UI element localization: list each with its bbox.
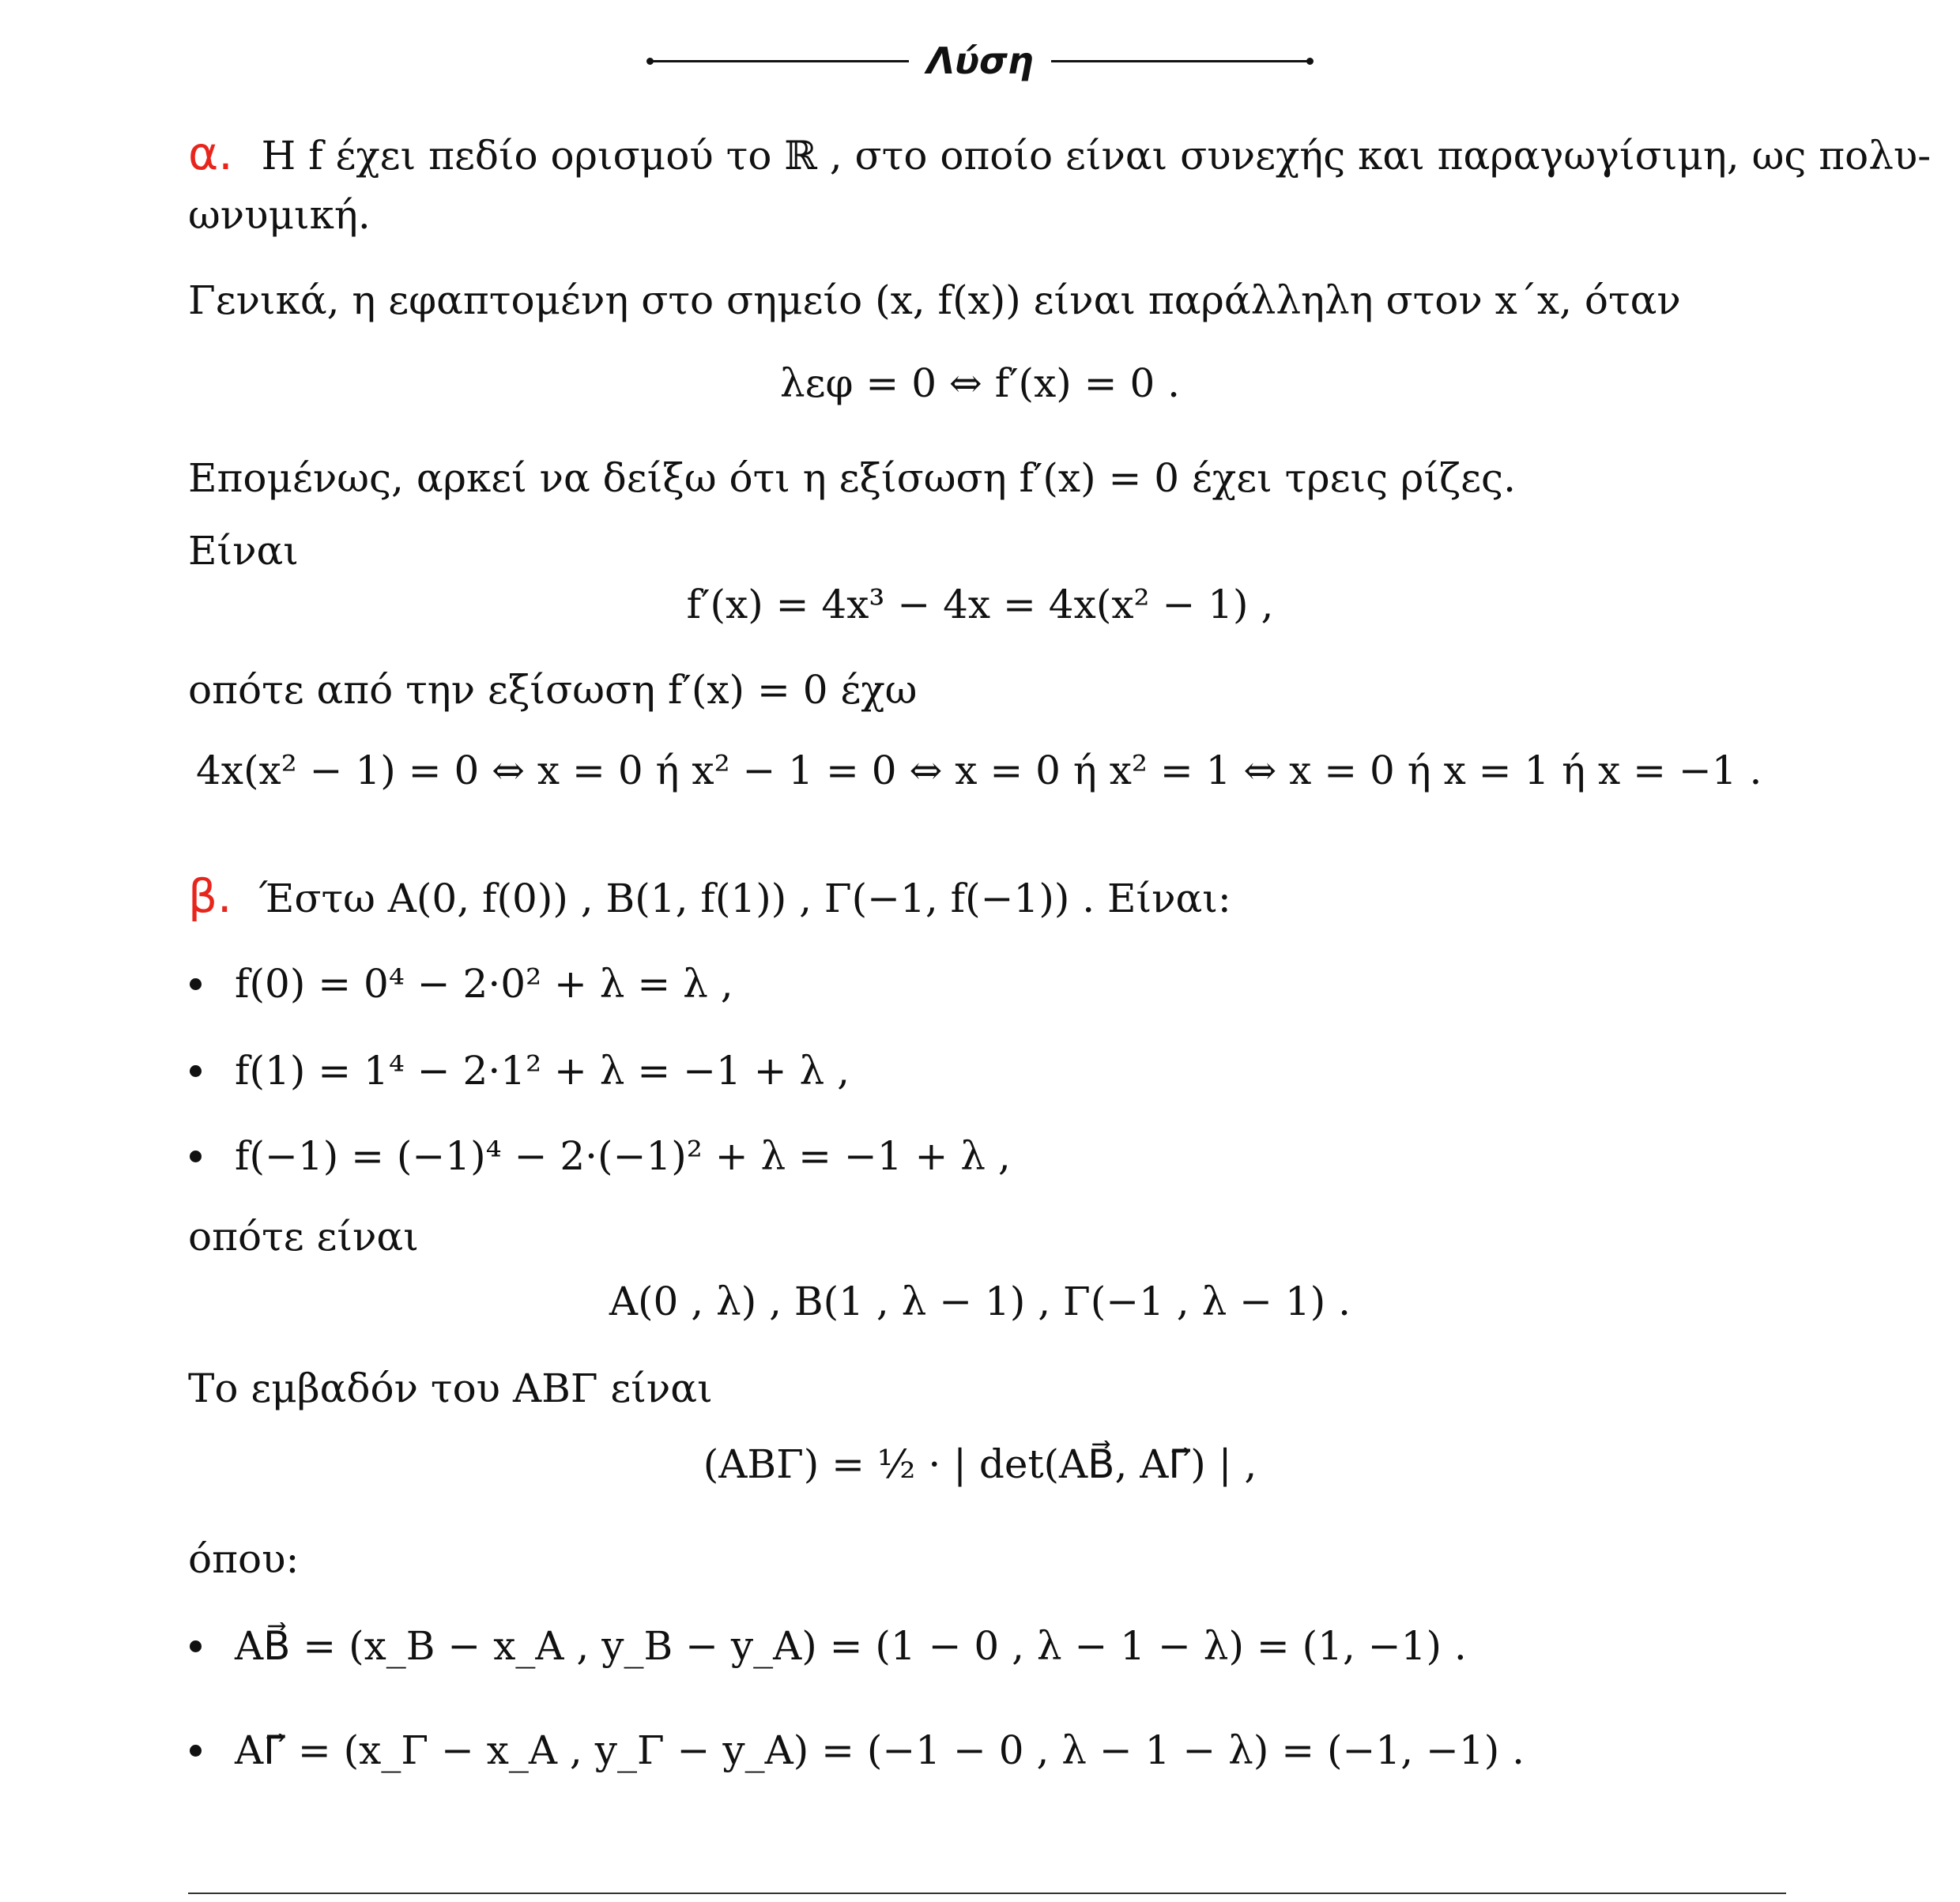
part-a-text-3: Επομένως, αρκεί να δείξω ότι η εξίσωση f′(x) = 0 έχει τρεις ρίζες. (188, 455, 1516, 501)
bullet-item (190, 1133, 1011, 1179)
bullet-item (190, 961, 733, 1007)
part-b-text-2: Το εμβαδόν του ΑΒΓ είναι (188, 1365, 713, 1411)
part-a-equation-2: f′(x) = 4x³ − 4x = 4x(x² − 1) , (686, 582, 1274, 627)
bullet-icon (190, 978, 202, 990)
part-a-equation-1: λεφ = 0 ⇔ f′(x) = 0 . (779, 360, 1181, 406)
vector-text: AB⃗ = (x_B − x_A , y_B − y_A) = (1 − 0 , λ − 1 − λ) = (1, −1) . (235, 1623, 1467, 1669)
solution-header (0, 38, 1960, 82)
part-a-equation-3: 4x(x² − 1) = 0 ⇔ x = 0 ή x² − 1 = 0 ⇔ x = 0 ή x² = 1 ⇔ x = 0 ή x = 1 ή x = −1 . (196, 748, 1762, 793)
bullet-icon (190, 1065, 202, 1077)
header-rule-left (648, 60, 909, 62)
part-b-equation-2: (ΑΒΓ) = ½ · | det(AB⃗, AΓ⃗) | , (703, 1441, 1257, 1487)
part-a-text-1b: ωνυμική. (188, 192, 371, 238)
bullet-icon (190, 1745, 202, 1757)
part-b-equation-1: A(0 , λ) , B(1 , λ − 1) , Γ(−1 , λ − 1) . (609, 1279, 1351, 1324)
part-b-text-3: όπου: (188, 1536, 300, 1582)
page-title: Λύση (926, 40, 1034, 82)
part-b-intro-text: Έστω A(0, f(0)) , B(1, f(1)) , Γ(−1, f(−1)) . Είναι: (258, 876, 1231, 921)
footer-divider (188, 1893, 1786, 1894)
bullet-text: f(1) = 1⁴ − 2·1² + λ = −1 + λ , (235, 1048, 850, 1094)
vector-text: AΓ⃗ = (x_Γ − x_A , y_Γ − y_A) = (−1 − 0 , λ − 1 − λ) = (−1, −1) . (235, 1727, 1525, 1773)
part-b-label: β. (188, 869, 232, 923)
vector-item (190, 1727, 1525, 1773)
part-b-intro (188, 869, 1231, 923)
part-a-paragraph-1 (188, 126, 1932, 180)
part-b-text-1: οπότε είναι (188, 1214, 419, 1260)
part-a-text-2: Γενικά, η εφαπτομένη στο σημείο (x, f(x)) είναι παράλληλη στον x΄x, όταν (188, 277, 1681, 323)
bullet-icon (190, 1640, 202, 1652)
bullet-text: f(0) = 0⁴ − 2·0² + λ = λ , (235, 961, 733, 1007)
part-a-text-5: οπότε από την εξίσωση f′(x) = 0 έχω (188, 667, 918, 713)
bullet-icon (190, 1151, 202, 1162)
bullet-item (190, 1048, 850, 1094)
vector-item (190, 1623, 1467, 1669)
header-rule-right (1051, 60, 1312, 62)
part-a-text-1: Η f έχει πεδίο ορισμού το ℝ , στο οποίο είναι συνεχής και παραγωγίσιμη, ως πολυ- (261, 133, 1932, 179)
bullet-text: f(−1) = (−1)⁴ − 2·(−1)² + λ = −1 + λ , (235, 1133, 1011, 1179)
part-a-text-4: Είναι (188, 528, 299, 574)
part-a-label: α. (188, 126, 233, 180)
